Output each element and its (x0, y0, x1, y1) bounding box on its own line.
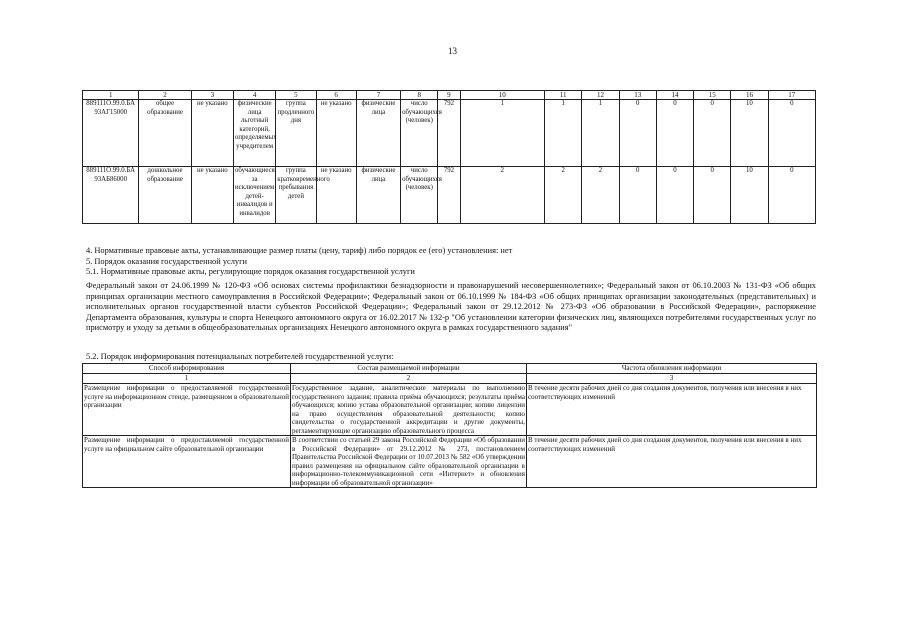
table-cell: 0 (619, 100, 656, 167)
column-number-cell: 3 (191, 91, 233, 100)
table-cell: число обучающихся (человек) (401, 100, 438, 167)
table-cell: 2 (545, 167, 582, 224)
column-number-cell: 11 (545, 91, 582, 100)
table-cell: не указано (191, 100, 233, 167)
table-cell: 792 (438, 100, 460, 167)
section-5-headings (86, 246, 816, 278)
table-row (83, 384, 817, 436)
laws-paragraph: Федеральный закон от 24.06.1999 № 120-ФЗ «Об основах системы профилактики безнадзорности и правонарушений несовершеннолетних»; Федеральный закон от 06.10.2003 № 131-ФЗ «Об общих принципах организации местного самоуправления в Российской Федерации»; Федеральный закон от 06.10.1999 № 184-ФЗ «Об общих принципах организации законодательных (представительных) и исполнительных органов государственной власти субъектов Российской Федерации»; Федеральный закон от 29.12.2012 № 273-ФЗ «Об образовании в Российской Федерации», распоряжение Департамента образования, культуры и спорта Ненецкого автономного округа от 16.02.2017 № 132-р "Об установлении категории физических лиц, являющихся потребителями государственных услуг по присмотру и уходу за детьми в общеобразовательных организациях Ненецкого автономного округа в рамках государственного задания" (86, 281, 816, 333)
table-cell: 2 (460, 167, 545, 224)
column-number-cell: 2 (139, 91, 191, 100)
table-header-row (83, 91, 816, 100)
column-number-cell: 16 (731, 91, 768, 100)
table-cell: группа продленного дня (276, 100, 316, 167)
table-cell: 889111О.99.0.БА 93АБ86000 (83, 167, 139, 224)
table-cell: физические лица льготный категорий, определяемых учредителем (234, 100, 276, 167)
table-cell: В соответствии со статьей 29 закона Российской Федерации «Об образовании в Российской Федерации» от 29.12.2012 № 273, постановлением Правительства Российской Федерации от 10.07.2013 № 582 «Об утверждении правил размещения на официальном сайте образовательной организации в информационно-телекоммуникационной сети «Интернет» и обновления информации об образовательной организации» (292, 436, 525, 487)
table-cell: 1 (460, 100, 545, 167)
table-cell: общее образование (139, 100, 191, 167)
table-row (83, 167, 816, 224)
column-number-cell: 1 (83, 374, 291, 384)
table-cell: Государственное задание, аналитические материалы по выполнению государственного задания; правила приёма обучающихся; результаты приёма обучающихся; копию устава образовательной организации; копию лицензии на право осуществления образовательной деятельности; копию свидетельства о государственной аккредитации и другие документы, регламентирующие организацию образовательного процесса (292, 384, 525, 435)
column-number-cell: 17 (768, 91, 815, 100)
page-number: 13 (448, 46, 457, 56)
column-number-cell: 15 (694, 91, 731, 100)
table-cell: не указано (316, 167, 356, 224)
column-header: Частота обновления информации (527, 364, 817, 374)
column-number-cell: 9 (438, 91, 460, 100)
table-cell: 889111О.99.0.БА 93АГ15000 (83, 100, 139, 167)
table-cell: 0 (694, 167, 731, 224)
column-header: Способ информирования (83, 364, 291, 374)
table-cell: 792 (438, 167, 460, 224)
column-number-cell: 4 (234, 91, 276, 100)
table-cell: физические лица (356, 167, 400, 224)
volume-indicators-table (82, 90, 816, 224)
column-number-cell: 6 (316, 91, 356, 100)
column-number-cell: 10 (460, 91, 545, 100)
table-cell: 0 (694, 100, 731, 167)
table-cell: 0 (619, 167, 656, 224)
table-cell: 2 (582, 167, 619, 224)
table-row (83, 436, 817, 488)
column-number-cell: 8 (401, 91, 438, 100)
column-number-cell: 12 (582, 91, 619, 100)
column-number-cell: 13 (619, 91, 656, 100)
section-5-title: 5. Порядок оказания государственной услуги (86, 256, 248, 266)
section-52-title: 5.2. Порядок информирования потенциальных потребителей государственной услуги: (86, 352, 394, 361)
table-cell: В течение десяти рабочих дней со дня создания документов, получения или внесения в них соответствующих изменений (527, 384, 817, 436)
column-number-cell: 2 (291, 374, 527, 384)
table-cell: Размещение информации о предоставляемой государственной услуге на информационном стенде, размещенном в образовательной организации (83, 384, 291, 436)
section-51-title: 5.1. Нормативные правовые акты, регулирующие порядок оказания государственной услуги (86, 267, 415, 277)
informing-number-row (83, 374, 817, 384)
table-row (83, 100, 816, 167)
table-cell: 0 (768, 167, 815, 224)
section-4-text: 4. Нормативные правовые акты, устанавливающие размер платы (цену, тариф) либо порядок ее (его) установления: нет (86, 246, 513, 255)
column-header: Состав размещаемой информации (291, 364, 527, 374)
table-cell: не указано (191, 167, 233, 224)
table-cell: число обучающихся (человек) (401, 167, 438, 224)
column-number-cell: 3 (527, 374, 817, 384)
table-cell: 10 (731, 100, 768, 167)
column-number-cell: 1 (83, 91, 139, 100)
table-cell: физические лица (356, 100, 400, 167)
table-cell: дошкольное образование (139, 167, 191, 224)
table-cell: 0 (656, 167, 693, 224)
table-cell: 1 (582, 100, 619, 167)
table-cell: В течение десяти рабочих дней со дня создания документов, получения или внесения в них соответствующих изменений (527, 436, 817, 488)
table-cell: группа кратковременного пребывания детей (276, 167, 316, 224)
column-number-cell: 14 (656, 91, 693, 100)
column-number-cell: 5 (276, 91, 316, 100)
table-cell: 1 (545, 100, 582, 167)
table-cell: Размещение информации о предоставляемой государственной услуге на официальном сайте образовательной организации (83, 436, 291, 488)
table-cell: обучающиеся, за исключением детей-инвалидов и инвалидов (234, 167, 276, 224)
column-number-cell: 7 (356, 91, 400, 100)
informing-table (82, 363, 817, 488)
table-cell: 0 (768, 100, 815, 167)
table-cell: 0 (656, 100, 693, 167)
table-cell: не указано (316, 100, 356, 167)
informing-header-row (83, 364, 817, 374)
table-cell: 10 (731, 167, 768, 224)
